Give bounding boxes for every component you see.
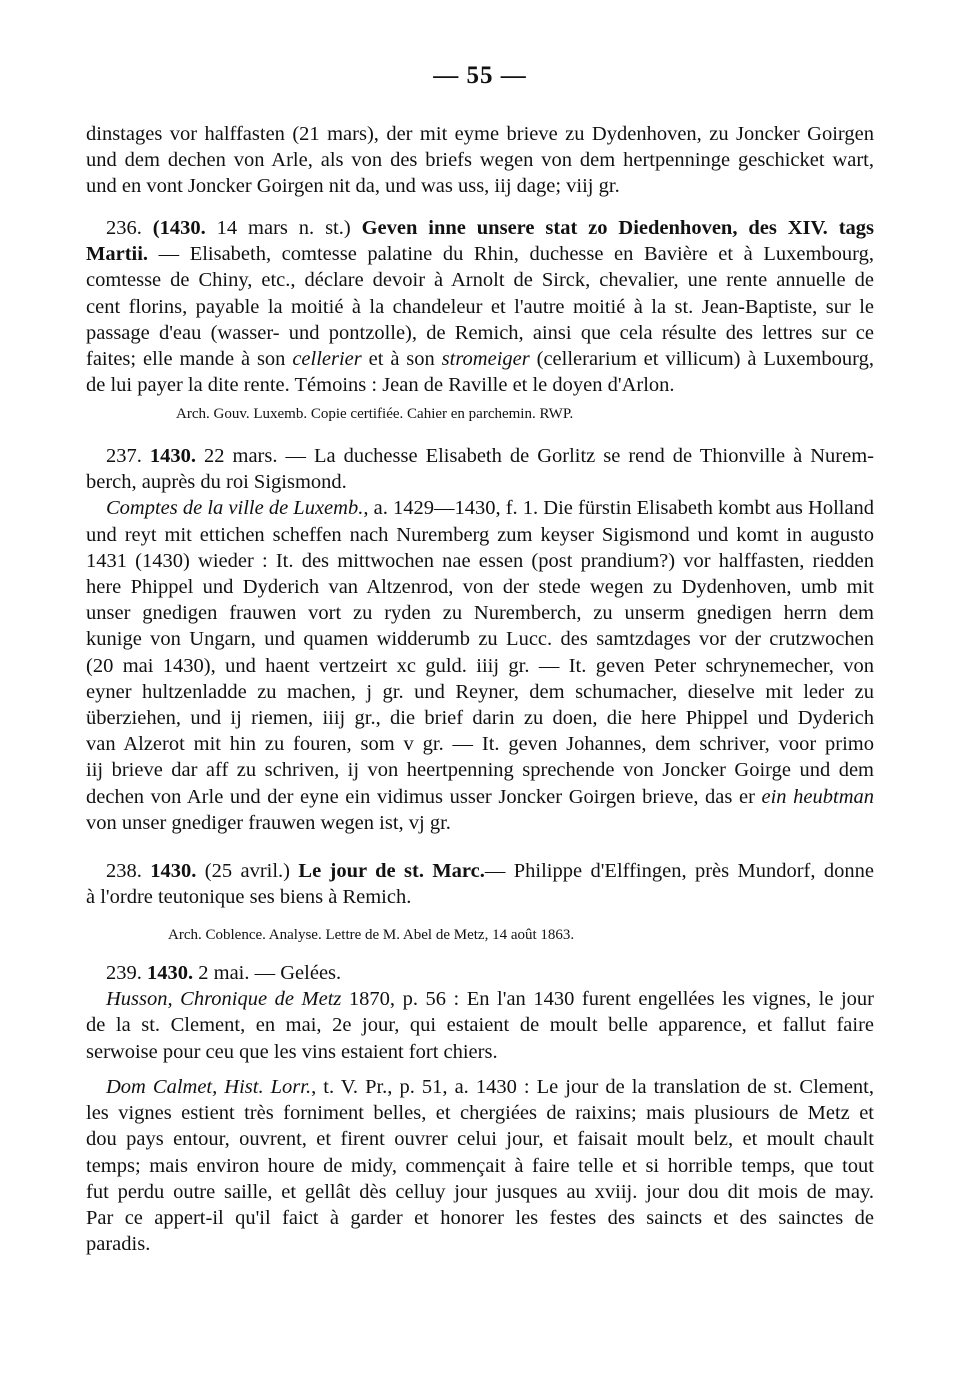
text-line [86,241,874,267]
text-line: à l'ordre teutonique ses biens à Remich. [86,886,412,909]
text-line: dinstages vor halffasten (21 mars), der mit eyme brieve zu Dydenhoven, zu Joncker Goirgen [86,123,874,145]
text-line [86,1074,874,1100]
text-line: 1431 (1430) wieder : It. des mittwochen nae essen (post prandium?) vor halffasten, riedden [86,549,874,572]
text-line [86,784,874,810]
text-line [86,346,874,372]
italic-term: cellerier [292,348,362,371]
text-line: serwoise pour ceu que les vins estaient fort chiers. [86,1040,498,1063]
entry-number: 238. [106,860,151,882]
text-line: here Phippel und Dyderich van Altzenrod, von der stede wegen zu Dydenhoven, umb mit [86,576,874,599]
entry-239-quote [86,1074,874,1257]
entry-year: 1430. [149,445,204,467]
entry-year: 1430. [150,860,205,882]
text-line: und reyt mit ettichen scheffen nach Nuremberg zum keyser Sigismond und komt in augusto [86,523,874,546]
text-line: kunige von Ungarn, und quamen widderumb zu Lucc. des samtzdages vor der crutzwochen [86,628,874,651]
italic-term: stromeiger [441,348,530,371]
entry-number: 237. [106,445,150,467]
source-title: Comptes de la ville de Luxemb. [106,497,364,520]
entry-heading-line [86,443,874,469]
text-run: (cellerarium et villicum) à Luxembourg, [529,348,874,371]
text-run: 22 mars. — La duchesse Elisabeth de Gorlitz se rend de Thionville à Nurem- [204,445,874,467]
text-line: de lui payer la dite rente. Témoins : Jean de Raville et le doyen d'Arlon. [86,374,675,397]
continuation-paragraph [86,121,874,200]
text-line: les vignes estient très forniment belles, et chergiées de raixins; mais plusiours de Metz et [86,1102,874,1125]
text-line: eyner hultzenladde zu machen, j gr. und Reyner, dem schumacher, dieselve mit leder zu [86,680,874,703]
text-run: — Philippe d'Elffingen, près Mundorf, donne [484,860,874,882]
entry-heading-line [86,858,874,884]
text-line: temps; mais environ houre de midy, commençait à faire telle et si horrible temps, que tout [86,1154,874,1177]
entry-year: 1430. [147,962,199,984]
source-citation: Arch. Coblence. Analyse. Lettre de M. Abel de Metz, 14 août 1863. [168,927,575,943]
text-line: de la st. Clement, en mai, 2e jour, qui estaient de moult belle apparence, et fallut faire [86,1014,874,1037]
source-title: Husson, Chronique de Metz [106,988,342,1011]
text-line: berch, auprès du roi Sigismond. [86,471,347,494]
italic-term: ein heubtman [761,785,874,808]
text-line: cent florins, payable la moitié à la chandeleur et l'autre moitié à la st. Jean-Baptiste, sur le [86,295,874,318]
text-line: dou pays entour, ouvrent, et firent ouvrer celui jour, et faisait moult belz, et moult chault [86,1128,874,1151]
text-line: und dem dechen von Arle, als von des briefs wegen von dem hertpenninge geschicket wart, [86,149,874,172]
entry-year: (1430. [152,217,217,239]
text-line: Par ce appert-il qu'il faict à garder et honorer les festes des saincts et des sainctes de [86,1207,874,1230]
text-line: passage d'eau (wasser- und pontzolle), de Remich, ainsi que cela résulte des lettres sur ce [86,321,874,344]
text-line: fut perdu outre saille, et gellât dès celluy jour jusques au xviij. jour dou dit mois de may. [86,1180,874,1203]
entry-number: 239. [106,962,147,984]
entry-date: 14 mars n. st.) [216,217,362,239]
text-run: et à son [361,348,442,371]
entry-title: Geven inne unsere stat zo Diedenhoven, des XIV. tags [361,217,874,239]
page-number: — 55 — [433,62,527,89]
text-line: und en vont Joncker Goirgen nit da, und was uss, iij dage; viij gr. [86,175,620,198]
text-run: 1870, p. 56 : En l'an 1430 furent engellées les vignes, le jour [341,988,874,1011]
text-line: iij brieve dar aff zu schriven, ij von heertpenning sprechende von Joncker Goirge und dem [86,759,874,782]
source-title: Dom Calmet, Hist. Lorr. [106,1076,312,1098]
text-line: comtesse de Chiny, etc., déclare devoir à Arnolt de Sirck, chevalier, une rente annuelle de [86,269,874,292]
text-line: unser gnedigen frauwen vort zu ryden zu Nuremberch, zu unserm gnedigen herrn dem [86,602,874,625]
entry-title-end: Martii. [86,243,149,266]
text-line: (20 mai 1430), und haent vertzeirt xc guld. iiij gr. — It. geven Peter schrynemecher, von [86,654,874,677]
source-citation: Arch. Gouv. Luxemb. Copie certifiée. Cahier en parchemin. RWP. [176,406,574,422]
entry-heading-line [86,215,874,241]
text-line: van Alzerot mit hin zu fouren, som v gr. — It. geven Johannes, dem schriver, voor primo [86,733,874,756]
text-line [86,986,874,1012]
text-run: 2 mai. — Gelées. [198,962,342,984]
entry-237 [86,443,874,836]
text-line: von unser gnediger frauwen wegen ist, vj gr. [86,811,451,834]
text-run: dechen von Arle und der eyne ein vidimus usser Joncker Goirgen brieve, das er [86,785,762,808]
text-line: paradis. [86,1233,151,1256]
entry-239 [86,960,874,1065]
text-run: faites; elle mande à son [86,348,293,371]
entry-number: 236. [106,217,153,239]
entry-heading-line [86,960,874,986]
text-run: , a. 1429—1430, f. 1. Die fürstin Elisabeth kombt aus Holland [363,497,874,520]
text-line [86,495,874,521]
entry-236 [86,215,874,398]
entry-238 [86,858,874,910]
entry-title: Le jour de st. Marc. [298,860,485,882]
text-run: — Elisabeth, comtesse palatine du Rhin, duchesse en Bavière et à Luxembourg, [148,243,874,266]
entry-date: (25 avril.) [204,860,299,882]
text-line: überziehen, und ij riemen, iiij gr., die brief darin zu doen, die here Phippel und Dyderich [86,707,874,730]
text-run: , t. V. Pr., p. 51, a. 1430 : Le jour de la translation de st. Clement, [311,1076,874,1098]
